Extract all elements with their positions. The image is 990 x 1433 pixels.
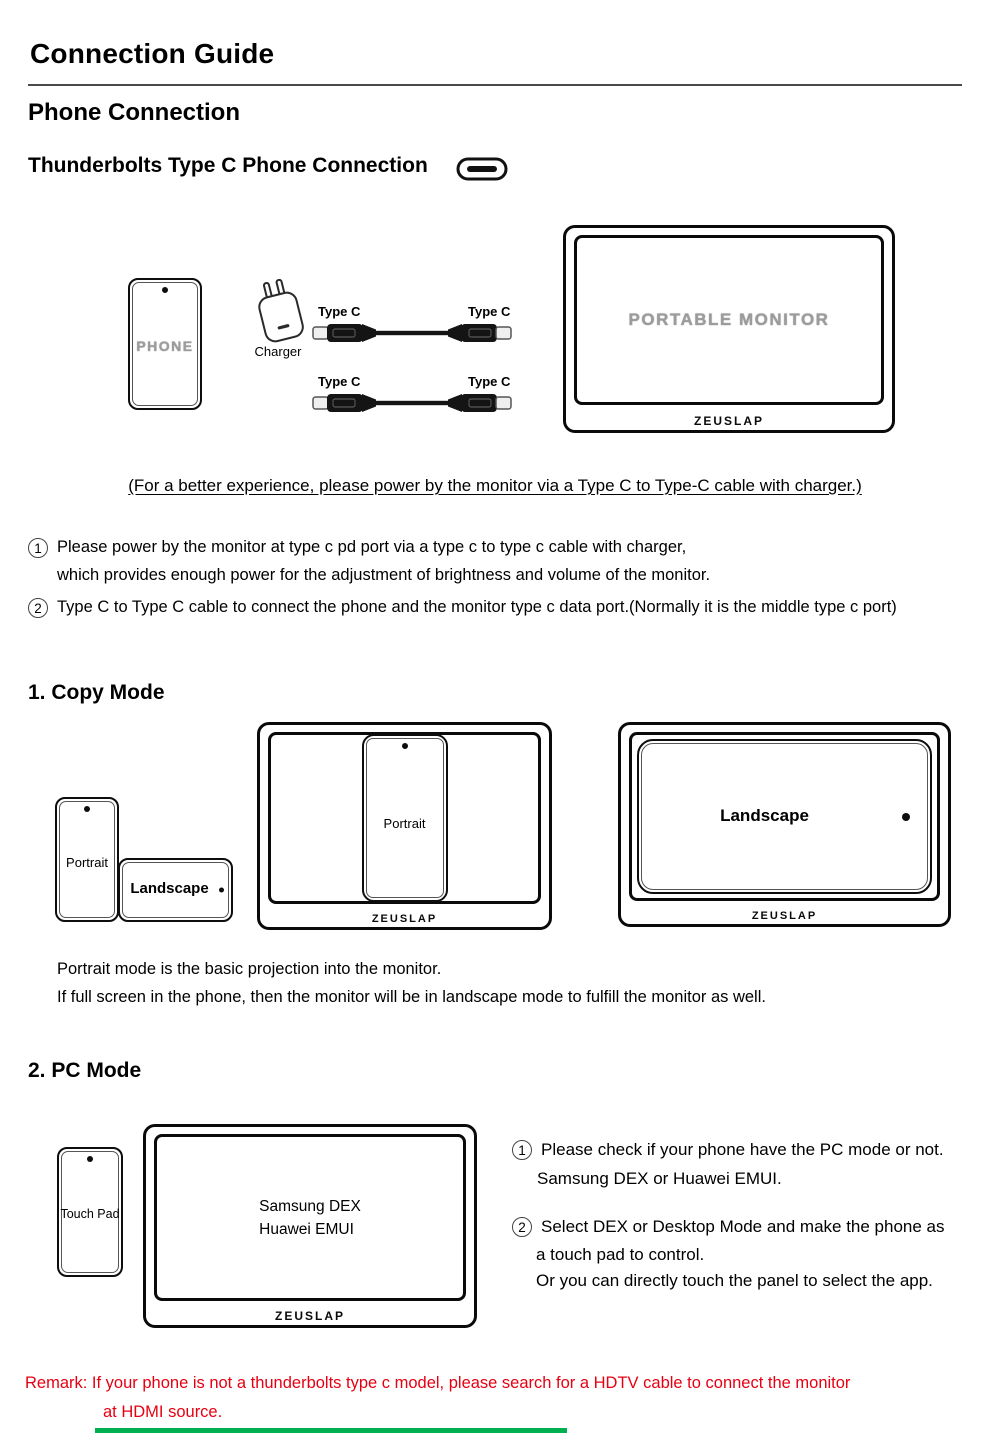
projected-landscape-phone <box>637 739 932 894</box>
phone-camera-dot <box>87 1156 93 1162</box>
monitor-screen-label: PORTABLE MONITOR <box>628 310 830 329</box>
touchpad-label: Touch Pad <box>60 1207 120 1221</box>
copy-mode-monitor-portrait <box>257 722 552 930</box>
type-c-cable-icon <box>312 390 512 416</box>
pc-mode-heading: 2. PC Mode <box>28 1059 142 1082</box>
step-text: Select DEX or Desktop Mode and make the phone as <box>541 1217 945 1236</box>
phone-label: PHONE <box>136 338 194 354</box>
step-number: 2 <box>28 598 48 618</box>
step-number: 1 <box>512 1140 532 1160</box>
page-footer-accent-bar <box>95 1428 567 1433</box>
monitor-portrait-label: Portrait <box>383 816 426 831</box>
step-text: Please power by the monitor at type c pd port via a type c to type c cable with charger, <box>57 538 687 556</box>
phone-illustration <box>128 278 202 410</box>
type-c-label: Type C <box>318 374 361 389</box>
monitor-brand: ZEUSLAP <box>693 414 764 428</box>
type-c-cable-icon <box>312 320 512 346</box>
monitor-brand: ZEUSLAP <box>274 1309 345 1323</box>
monitor-brand: ZEUSLAP <box>371 913 438 925</box>
subsection-heading-thunderbolt: Thunderbolts Type C Phone Connection <box>28 154 428 177</box>
pc-monitor-text: Samsung DEX <box>259 1197 361 1215</box>
step-text: Or you can directly touch the panel to select the app. <box>536 1271 933 1290</box>
copy-mode-monitor-landscape <box>618 722 951 927</box>
step-text: a touch pad to control. <box>536 1245 705 1264</box>
phone-camera-dot <box>219 888 224 893</box>
step-text: Please check if your phone have the PC mode or not. <box>541 1140 944 1159</box>
charger-icon <box>247 279 311 345</box>
page-title: Connection Guide <box>30 38 275 69</box>
phone-camera-dot <box>84 806 90 812</box>
step-text: which provides enough power for the adjustment of brightness and volume of the monitor. <box>57 566 711 584</box>
landscape-label: Landscape <box>130 880 209 897</box>
monitor-landscape-label: Landscape <box>720 805 809 825</box>
step-text: Samsung DEX or Huawei EMUI. <box>537 1169 782 1188</box>
phone-camera-dot <box>402 743 408 749</box>
phone-camera-dot <box>162 287 168 293</box>
portrait-phone-illustration <box>55 797 119 922</box>
touchpad-phone-illustration <box>57 1147 123 1277</box>
type-c-label: Type C <box>318 304 361 319</box>
title-divider <box>28 84 962 86</box>
usb-c-icon <box>456 157 508 181</box>
monitor-screen <box>268 732 541 904</box>
charger-label: Charger <box>254 344 302 359</box>
remark-text: at HDMI source. <box>103 1403 223 1421</box>
monitor-screen <box>629 732 940 901</box>
remark-text: Remark: If your phone is not a thunderbolts type c model, please search for a HDTV cable to connect the monitor <box>25 1374 851 1392</box>
monitor-brand: ZEUSLAP <box>751 910 818 922</box>
monitor-illustration <box>563 225 895 433</box>
landscape-phone-illustration <box>118 858 233 922</box>
pc-monitor-text: Huawei EMUI <box>259 1220 354 1238</box>
portrait-label: Portrait <box>66 855 108 870</box>
monitor-screen <box>154 1134 466 1301</box>
type-c-label: Type C <box>468 304 511 319</box>
copy-mode-desc: Portrait mode is the basic projection into the monitor. <box>57 960 442 978</box>
pc-mode-monitor <box>143 1124 477 1328</box>
projected-portrait-phone <box>362 734 448 902</box>
step-text: Type C to Type C cable to connect the phone and the monitor type c data port.(Normally it is the middle type c port) <box>57 598 897 616</box>
copy-mode-heading: 1. Copy Mode <box>28 681 165 704</box>
step-number: 1 <box>28 538 48 558</box>
monitor-screen <box>574 235 884 405</box>
section-heading-phone-connection: Phone Connection <box>28 99 240 126</box>
copy-mode-desc: If full screen in the phone, then the monitor will be in landscape mode to fulfill the monitor as well. <box>57 988 766 1006</box>
power-note: (For a better experience, please power by the monitor via a Type C to Type-C cable with charger.) <box>128 476 862 495</box>
phone-camera-dot <box>902 813 910 821</box>
type-c-label: Type C <box>468 374 511 389</box>
step-number: 2 <box>512 1217 532 1237</box>
